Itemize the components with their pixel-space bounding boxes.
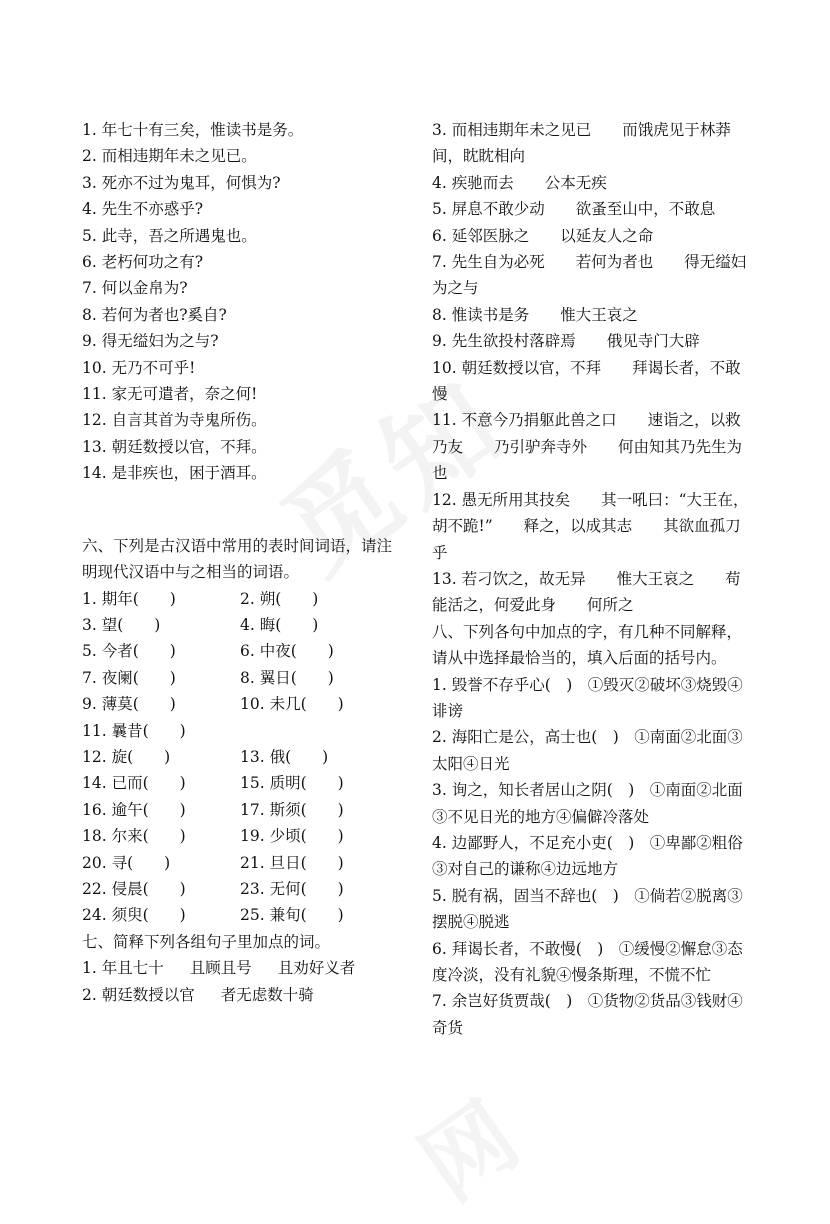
- list-item: 14. 已而( ) 15. 质明( ): [82, 774, 344, 793]
- watermark-secondary: [391, 1066, 539, 1224]
- list-item: 12. 愚无所用其技矣 其一吼曰：“大王在，胡不跪!” 释之，以成其志 其欲血孤刀乎: [432, 490, 749, 562]
- section-6-title: 六、下列是古汉语中常用的表时间词语，请注明现代汉语中与之相当的词语。: [82, 536, 393, 582]
- list-item: 9. 得无缢妇为之与?: [82, 332, 219, 351]
- section-5-list: [82, 117, 400, 487]
- list-item: 7. 夜阑( ) 8. 翼日( ): [82, 668, 334, 687]
- list-item: 22. 侵晨( ) 23. 无何( ): [82, 879, 344, 898]
- list-item: 3. 死亦不过为鬼耳，何惧为?: [82, 173, 281, 192]
- list-item: 11. 家无可遣者，奈之何!: [82, 385, 258, 404]
- list-item: 8. 若何为者也?奚自?: [82, 305, 227, 324]
- list-item: 3. 望( ) 4. 晦( ): [82, 615, 319, 634]
- list-item: 13. 若刁饮之，故无异 惟大王哀之 苟能活之，何爱此身 何所之: [432, 569, 741, 615]
- list-item: 4. 疾驰而去 公本无疾: [432, 173, 607, 192]
- section-8-list: [432, 672, 752, 1042]
- section-7-title: 七、简释下列各组句子里加点的词。: [82, 932, 331, 951]
- list-item: 1. 年且七十 且顾且号 且劝好义者: [82, 959, 356, 978]
- list-item: 7. 何以金帛为?: [82, 279, 188, 298]
- list-item: 9. 先生欲投村落辟焉 俄见寺门大辟: [432, 332, 700, 351]
- section-8-title: 八、下列各句中加点的字，有几种不同解释，请从中选择最恰当的，填入后面的括号内。: [432, 622, 743, 668]
- list-item: 11. 曩昔( ): [82, 721, 186, 740]
- list-item: 10. 无乃不可乎!: [82, 358, 196, 377]
- list-item: 5. 屏息不敢少动 欲蚤至山中，不敢息: [432, 200, 716, 219]
- list-item: 18. 尔来( ) 19. 少顷( ): [82, 827, 344, 846]
- list-item: 7. 余岂好货贾哉( ) ①货物②货品③钱财④奇货: [432, 992, 743, 1037]
- list-item: 2. 而相违期年未之见已。: [82, 147, 257, 166]
- list-item: 20. 寻( ) 21. 旦日( ): [82, 853, 344, 872]
- section-6-list: [82, 586, 400, 929]
- list-item: 5. 脱有祸，固当不辞也( ) ①倘若②脱离③摆脱④脱逃: [432, 886, 743, 932]
- list-item: 1. 期年( ) 2. 朔( ): [82, 589, 319, 608]
- left-column: [82, 117, 400, 1008]
- list-item: 5. 今者( ) 6. 中夜( ): [82, 642, 334, 661]
- list-item: 8. 惟读书是务 惟大王哀之: [432, 305, 638, 324]
- list-item: 1. 毁誉不存乎心( ) ①毁灭②破坏③烧毁④诽谤: [432, 675, 743, 720]
- list-item: 3. 询之，知长者居山之阴( ) ①南面②北面③不见日光的地方④偏僻冷落处: [432, 781, 743, 826]
- list-item: 12. 旋( ) 13. 俄( ): [82, 747, 329, 766]
- list-item: 2. 海阳亡是公，高士也( ) ①南面②北面③太阳④日光: [432, 728, 743, 773]
- list-item: 13. 朝廷数授以官，不拜。: [82, 437, 267, 456]
- list-item: 2. 朝廷数授以官 者无虑数十骑: [82, 985, 314, 1004]
- list-item: 4. 先生不亦惑乎?: [82, 200, 204, 219]
- list-item: 6. 延邻医脉之 以延友人之命: [432, 226, 654, 245]
- list-item: 5. 此寺，吾之所遇鬼也。: [82, 226, 257, 245]
- list-item: 3. 而相违期年未之见已 而饿虎见于林莽间，眈眈相向: [432, 121, 731, 166]
- list-item: 1. 年七十有三矣，惟读书是务。: [82, 121, 304, 139]
- list-item: 7. 先生自为必死 若何为者也 得无缢妇为之与: [432, 253, 747, 298]
- list-item: 14. 是非疾也，困于酒耳。: [82, 464, 267, 483]
- right-column: [432, 117, 752, 1041]
- list-item: 4. 边鄙野人，不足充小吏( ) ①卑鄙②粗俗③对自己的谦称④边远地方: [432, 833, 743, 879]
- list-item: 6. 老朽何功之有?: [82, 253, 204, 272]
- list-item: 9. 薄莫( ) 10. 未几( ): [82, 695, 344, 714]
- list-item: 12. 自言其首为寺鬼所伤。: [82, 411, 267, 430]
- list-item: 11. 不意今乃捐躯此兽之口 速诣之，以救乃友 乃引驴奔寺外 何由知其乃先生为也: [432, 411, 743, 483]
- list-item: 10. 朝廷数授以官，不拜 拜谒长者，不敢慢: [432, 358, 741, 404]
- list-item: 6. 拜谒长者，不敢慢( ) ①缓慢②懈怠③态度冷淡，没有礼貌④慢条斯理，不慌不忙: [432, 939, 743, 984]
- list-item: 16. 逾午( ) 17. 斯须( ): [82, 800, 344, 819]
- section-7-continued: [432, 117, 752, 619]
- list-item: 24. 须臾( ) 25. 兼旬( ): [82, 906, 344, 925]
